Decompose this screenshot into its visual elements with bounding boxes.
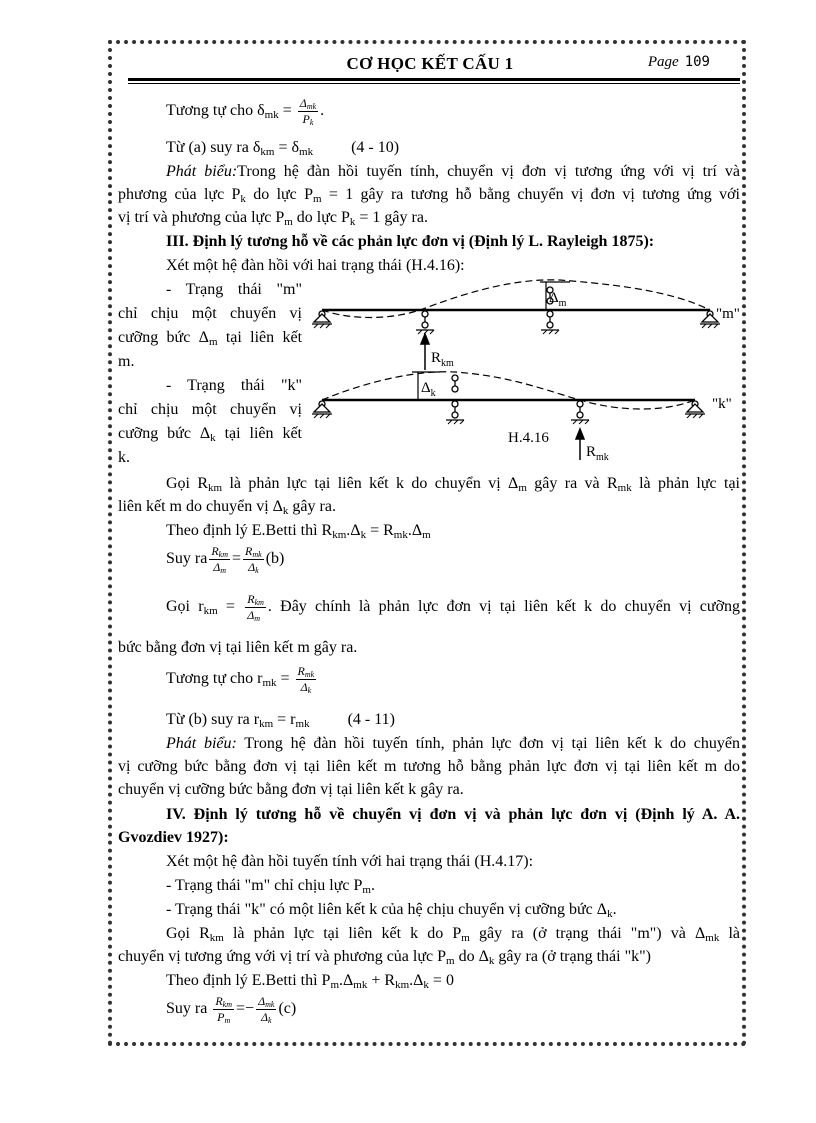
line-xet-2: Xét một hệ đàn hồi tuyến tính với hai trạng thái (H.4.17): [166, 853, 534, 870]
line-tuong-tu-delta: Tương tự cho $\delta_{mk}$ = $\frac{\Delta_{mk}}{P_k}$ . [166, 96, 325, 127]
state-k-line-2: chỉ chịu một chuyển vị [118, 401, 302, 418]
statement-2-line-1: Phát biểu: Trong hệ đàn hồi tuyến tính, phản lực đơn vị tại liên kết k do chuyển [166, 735, 740, 752]
state-m-tag: "m" [716, 306, 740, 322]
line-goi-r-km: Gọi $r_{km}$ = $\frac{R_{km}}{\Delta_m}$ . Đây chính là phản lực đơn vị tại liên kết k do chuyển vị cưỡng [166, 592, 741, 623]
statement-2-line-2: vị cưỡng bức bằng đơn vị tại liên kết m tương hỗ bằng phản lực đơn vị tại liên kết m do [118, 758, 740, 775]
statement-2-line-3: chuyển vị cưỡng bức bằng đơn vị tại liên kết k gây ra. [118, 781, 464, 798]
line-goi-3: Gọi $R_{km}$ là phản lực tại liên kết k do $P_m$ gây ra (ở trạng thái "m") và $\Delta_{mk}$ là [166, 925, 740, 944]
hatching-k [314, 414, 703, 424]
figure-h-4-16 [310, 270, 740, 470]
statement-1-line-2: phương của lực $P_k$ do lực $P_m = 1$ gây ra tương hỗ bằng chuyển vị đơn vị tương ứng với [118, 186, 740, 205]
header-rule-thin [128, 83, 740, 84]
state-k-line-3: cưỡng bức $\Delta_k$ tại liên kết [118, 425, 303, 444]
supports-k [312, 375, 705, 420]
line-eq-4-10: Từ (a) suy ra $\delta_{km} = \delta_{mk}$ (4 - 10) [166, 139, 400, 158]
page-word: Page [647, 54, 679, 70]
statement-1-line-3: vị trí và phương của lực $P_m$ do lực $P_k = 1$ gây ra. [118, 209, 428, 228]
state-k-line-4: k. [118, 449, 130, 466]
r-mk-label: $R_{mk}$ [586, 444, 609, 463]
state-k-line-1: - Trạng thái "k" [166, 377, 302, 394]
equation-b: Suy ra $\frac{R_{km}}{\Delta_m}$ = $\frac{R_{mk}}{\Delta_k}$ (b) [166, 544, 285, 575]
line-goi-4: chuyển vị tương ứng với vị trí và phương của lực $P_m$ do $\Delta_k$ gây ra (ở trạng thái "k") [118, 948, 651, 967]
line-state-m: - Trạng thái "m" chỉ chịu lực $P_m$. [166, 877, 375, 896]
fraction-delta-mk-over-pk: $\frac{\Delta_{mk}}{P_k}$ [299, 96, 317, 127]
line-betti-2: Theo định lý E.Betti thì $P_m.\Delta_{mk} + R_{km}.\Delta_k = 0$ [166, 972, 454, 991]
equation-r-mk: Tương tự cho $r_{mk}$ = $\frac{R_{mk}}{\Delta_k}$ [166, 664, 315, 695]
line-eq-4-11: Từ (b) suy ra $r_{km} = r_{mk}$ (4 - 11) [166, 711, 395, 730]
state-m-line-3: cưỡng bức $\Delta_m$ tại liên kết [118, 329, 303, 348]
deflection-m [322, 280, 710, 318]
r-km-label: $R_{km}$ [431, 350, 454, 369]
line-goi-r-km-2: bức bằng đơn vị tại liên kết m gây ra. [118, 639, 358, 656]
header-title: CƠ HỌC KẾT CẤU 1 [346, 54, 514, 73]
line-xet-1: Xét một hệ đàn hồi với hai trạng thái (H.4.16): [166, 257, 465, 274]
heading-section-iv-cont: Gvozdiev 1927): [118, 829, 229, 846]
line-goi-1: Gọi $R_{km}$ là phản lực tại liên kết k do chuyển vị $\Delta_m$ gây ra và $R_{mk}$ là phản lực tại [166, 475, 741, 494]
figure-caption: H.4.16 [508, 430, 549, 446]
state-m-line-4: m. [118, 353, 135, 370]
hatching-m [314, 324, 718, 334]
page-number [648, 54, 710, 71]
arrow-r-km [421, 334, 429, 370]
heading-section-iii: III. Định lý tương hỗ về các phản lực đơn vị (Định lý L. Rayleigh 1875): [166, 233, 655, 250]
state-m-line-1: - Trạng thái "m" [166, 281, 302, 298]
line-goi-2: liên kết m do chuyển vị $\Delta_k$ gây ra. [118, 498, 336, 517]
heading-section-iv: IV. Định lý tương hỗ về chuyển vị đơn vị và phản lực đơn vị (Định lý A. A. [166, 806, 740, 823]
page-header [120, 48, 740, 80]
state-m-line-2: chỉ chịu một chuyển vị [118, 305, 302, 322]
delta-m-label: $\Delta_m$ [549, 290, 567, 309]
line-betti-1: Theo định lý E.Betti thì $R_{km}.\Delta_k = R_{mk}.\Delta_m$ [166, 522, 431, 541]
state-k-tag: "k" [712, 396, 732, 412]
header-rule [128, 78, 740, 81]
statement-1-line-1: Phát biểu:Trong hệ đàn hồi tuyến tính, chuyển vị đơn vị tương ứng với vị trí và [166, 163, 741, 180]
page-number-value: 109 [684, 54, 710, 70]
deflection-k [322, 372, 695, 409]
arrow-r-mk [576, 429, 584, 460]
equation-c: Suy ra $\frac{R_{km}}{P_m}$ =− $\frac{\Delta_{mk}}{\Delta_k}$ (c) [166, 994, 297, 1025]
delta-k-label: $\Delta_k$ [421, 380, 436, 399]
line-state-k: - Trạng thái "k" có một liên kết k của hệ chịu chuyển vị cưỡng bức $\Delta_k$. [166, 901, 617, 920]
